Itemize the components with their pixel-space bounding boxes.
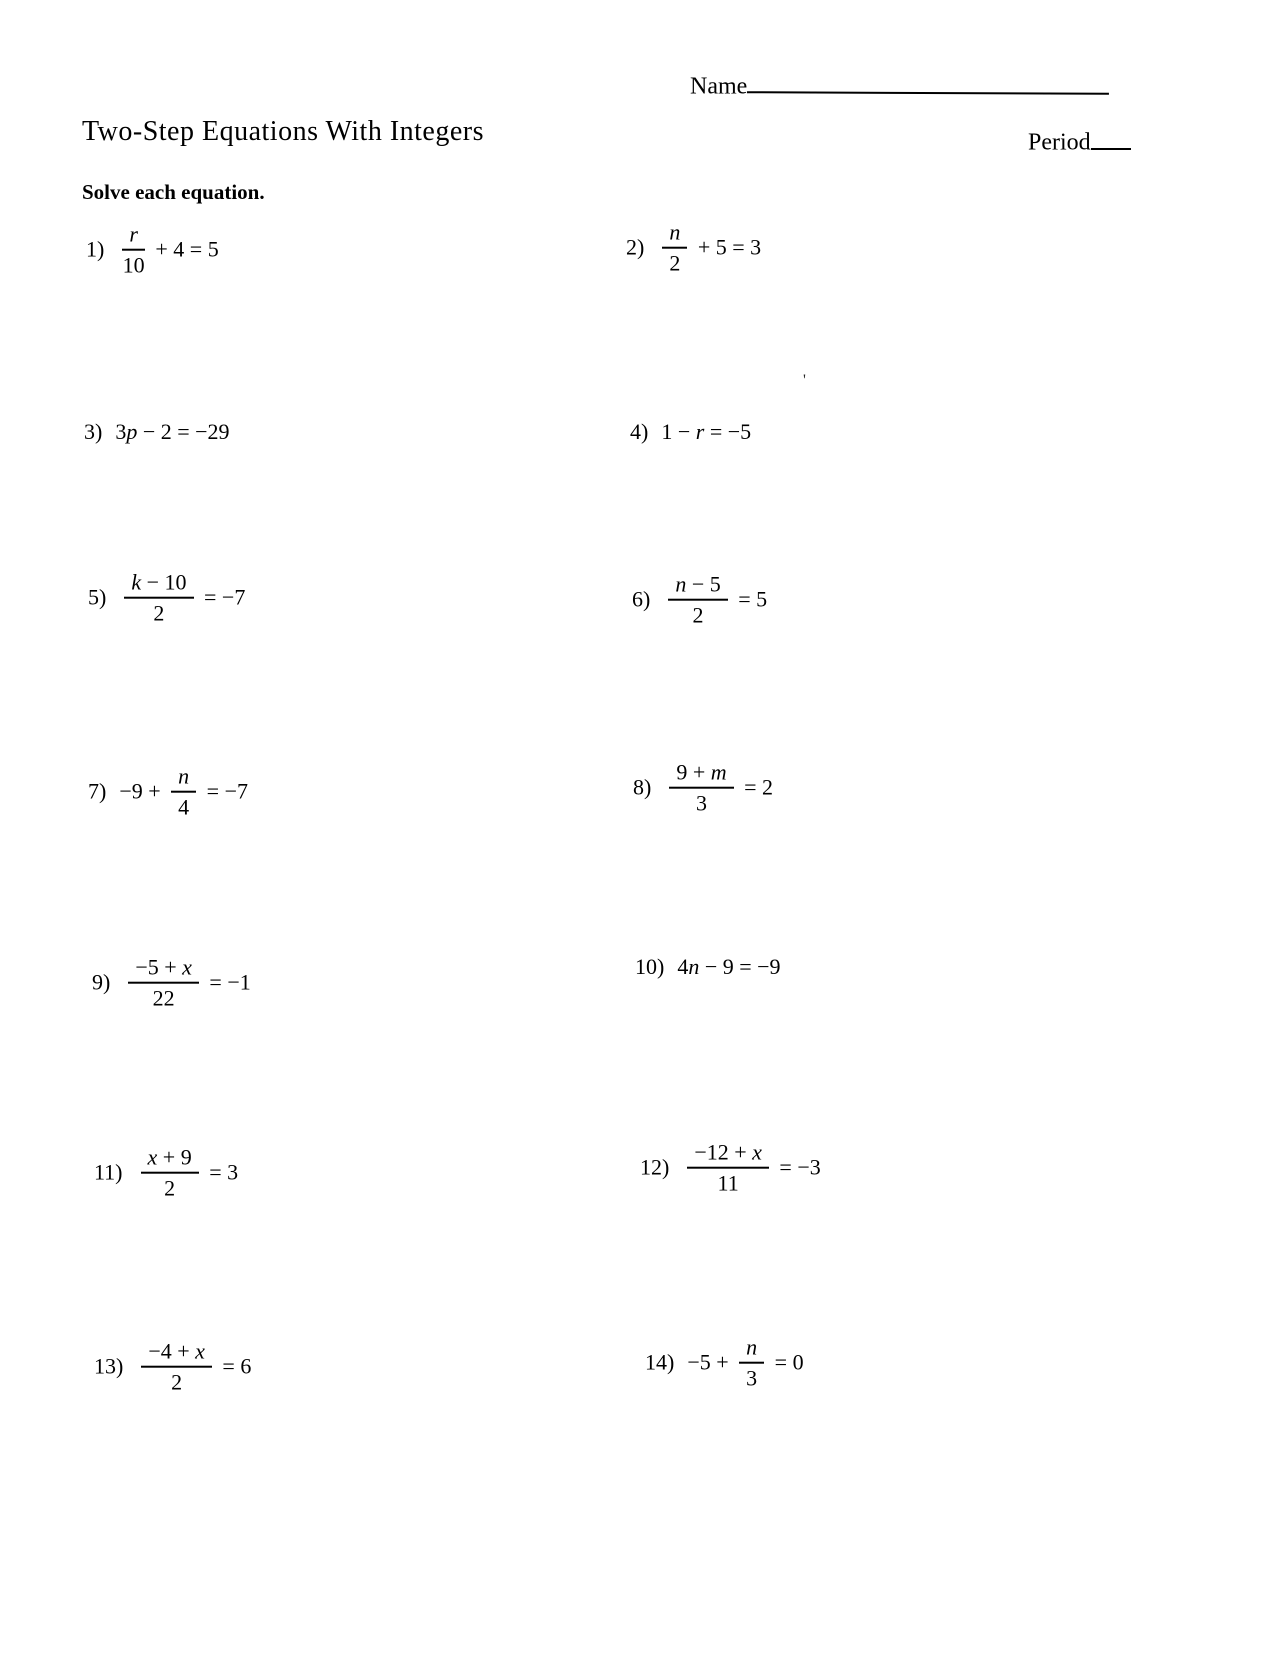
fraction-numerator: −12 + x <box>687 1140 769 1169</box>
equation: $\frac{n}{2}$ + 5 = 3 <box>657 220 761 277</box>
instructions: Solve each equation. <box>82 180 265 204</box>
equation: $\frac{-4 + x}{2}$ = 6 <box>136 1339 251 1396</box>
fraction-denominator: 2 <box>153 601 165 626</box>
problem-number: 5) <box>88 585 107 610</box>
fraction <box>668 572 727 629</box>
equation: −9 + $\frac{n}{4}$ = −7 <box>119 763 248 820</box>
problem-3 <box>84 419 230 445</box>
fraction <box>128 955 199 1012</box>
problem-10 <box>635 954 781 980</box>
equation: $\frac{n - 5}{2}$ = 5 <box>663 572 767 629</box>
fraction-numerator: −4 + x <box>141 1339 212 1368</box>
fraction <box>739 1335 764 1392</box>
equation: $\frac{9 + m}{3}$ = 2 <box>664 760 773 817</box>
problem-number: 14) <box>645 1350 675 1375</box>
equation: $\frac{x + 9}{2}$ = 3 <box>136 1145 239 1202</box>
problem-number: 10) <box>635 954 665 979</box>
problem-number: 12) <box>640 1155 670 1180</box>
fraction-denominator: 11 <box>717 1171 739 1196</box>
fraction-denominator: 4 <box>178 795 190 820</box>
problem-number: 9) <box>92 970 111 995</box>
period-field <box>1028 126 1131 157</box>
problem-number: 11) <box>94 1160 123 1185</box>
fraction-numerator: n − 5 <box>668 572 727 601</box>
problem-number: 1) <box>86 237 105 262</box>
problem-11 <box>94 1145 238 1202</box>
fraction-denominator: 10 <box>122 253 145 278</box>
problem-4 <box>630 419 751 445</box>
fraction-denominator: 2 <box>669 251 681 276</box>
problem-9 <box>92 955 251 1012</box>
period-blank-line <box>1091 126 1131 150</box>
fraction-denominator: 3 <box>746 1366 758 1391</box>
equation: $\frac{r}{10}$ + 4 = 5 <box>122 221 219 278</box>
fraction <box>122 222 145 279</box>
fraction-numerator: n <box>662 220 687 249</box>
fraction <box>687 1140 769 1197</box>
problem-2 <box>626 220 761 277</box>
problem-number: 4) <box>630 419 649 444</box>
equation: $\frac{k - 10}{2}$ = −7 <box>119 570 245 627</box>
fraction <box>141 1145 199 1202</box>
problem-1 <box>86 222 219 279</box>
page-title: Two-Step Equations With Integers <box>82 116 484 147</box>
name-blank-line <box>747 69 1109 94</box>
fraction <box>124 570 193 627</box>
equation: $\frac{-5 + x}{22}$ = −1 <box>123 955 250 1012</box>
problem-13 <box>94 1339 251 1396</box>
problem-14 <box>645 1335 804 1392</box>
fraction-numerator: n <box>171 764 196 793</box>
equation: 3 p − 2 = −29 <box>115 419 230 444</box>
fraction-denominator: 3 <box>695 791 707 816</box>
fraction <box>669 760 733 817</box>
problem-number: 13) <box>94 1354 124 1379</box>
fraction-numerator: n <box>739 1335 764 1364</box>
problem-6 <box>632 572 767 629</box>
problem-5 <box>88 570 245 627</box>
problem-7 <box>88 764 248 821</box>
equation: 4 n − 9 = −9 <box>677 954 781 979</box>
fraction-denominator: 22 <box>152 986 175 1011</box>
problem-number: 2) <box>626 235 645 260</box>
equation: −5 + $\frac{n}{3}$ = 0 <box>687 1334 804 1391</box>
problem-12 <box>640 1140 821 1197</box>
equation: 1 − r = −5 <box>661 419 752 444</box>
fraction-numerator: k − 10 <box>124 570 193 599</box>
fraction-denominator: 2 <box>164 1176 176 1201</box>
fraction-numerator: −5 + x <box>128 955 199 984</box>
period-label: Period <box>1028 129 1091 156</box>
fraction-denominator: 2 <box>171 1370 183 1395</box>
fraction-denominator: 2 <box>692 603 704 628</box>
problem-8 <box>633 760 773 817</box>
scan-artifact-mark: ' <box>803 372 806 389</box>
problem-number: 7) <box>88 779 107 804</box>
fraction <box>141 1339 212 1396</box>
equation: $\frac{-12 + x}{11}$ = −3 <box>682 1140 820 1197</box>
fraction <box>171 764 196 821</box>
name-field <box>690 70 1109 101</box>
problem-number: 3) <box>84 419 103 444</box>
problem-number: 8) <box>633 775 652 800</box>
fraction-numerator: x + 9 <box>141 1145 199 1174</box>
name-label: Name <box>690 73 748 100</box>
problem-number: 6) <box>632 587 651 612</box>
fraction-numerator: 9 + m <box>669 760 733 789</box>
fraction <box>662 220 687 277</box>
fraction-numerator: r <box>122 222 145 251</box>
